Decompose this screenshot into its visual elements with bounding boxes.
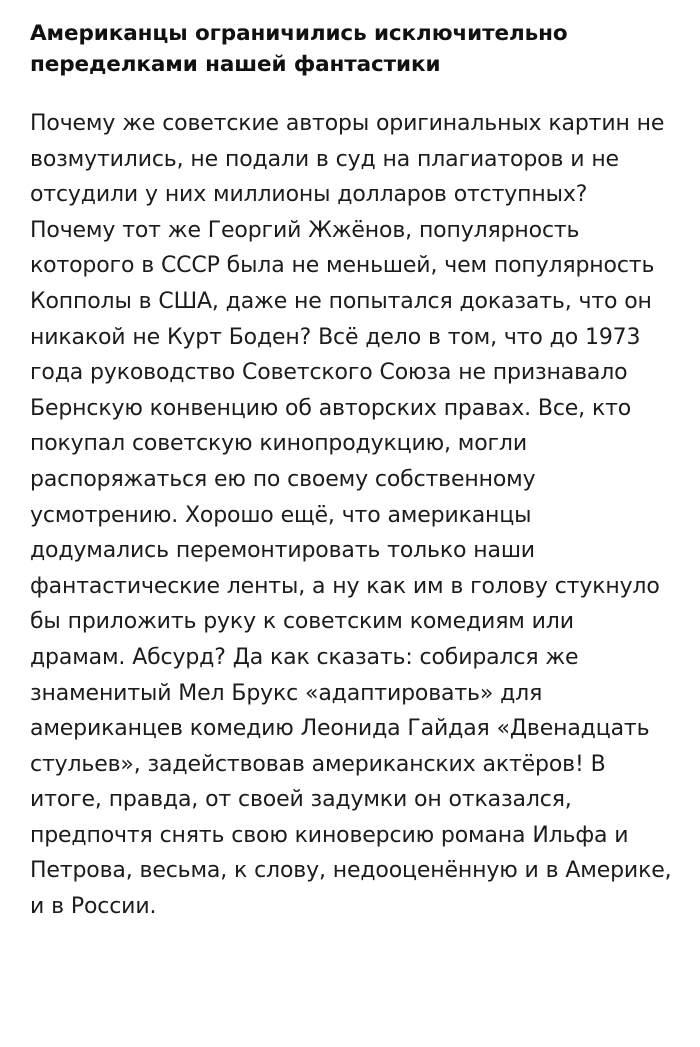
page-title: Американцы ограничились исключительно переделками нашей фантастики [30,21,568,77]
article-body [30,106,672,925]
article-paragraph: Почему же советские авторы оригинальных картин не возмутились, не подали в суд на плагиаторов и не отсудили у них миллионы долларов отступных? Почему тот же Георгий Жжёнов, популярность которого в СССР была не меньшей, чем популярность Копполы в США, даже не попытался доказать, что он никакой не Курт Боден? Всё дело в том, что до 1973 года руководство Советского Союза не признавало Бернскую конвенцию об авторских правах. Все, кто покупал советскую кинопродукцию, могли распоряжаться ею по своему собственному усмотрению. Хорошо ещё, что американцы додумались перемонтировать только наши фантастические ленты, а ну как им в голову стукнуло бы приложить руку к советским комедиям или драмам. Абсурд? Да как сказать: собирался же знаменитый Мел Брукс «адаптировать» для американцев комедию Леонида Гайдая «Двенадцать стульев», задействовав американских актёров! В итоге, правда, от своей задумки он отказался, предпочтя снять свою киноверсию романа Ильфа и Петрова, весьма, к слову, недооценённую и в Америке, и в России. [30,111,672,920]
